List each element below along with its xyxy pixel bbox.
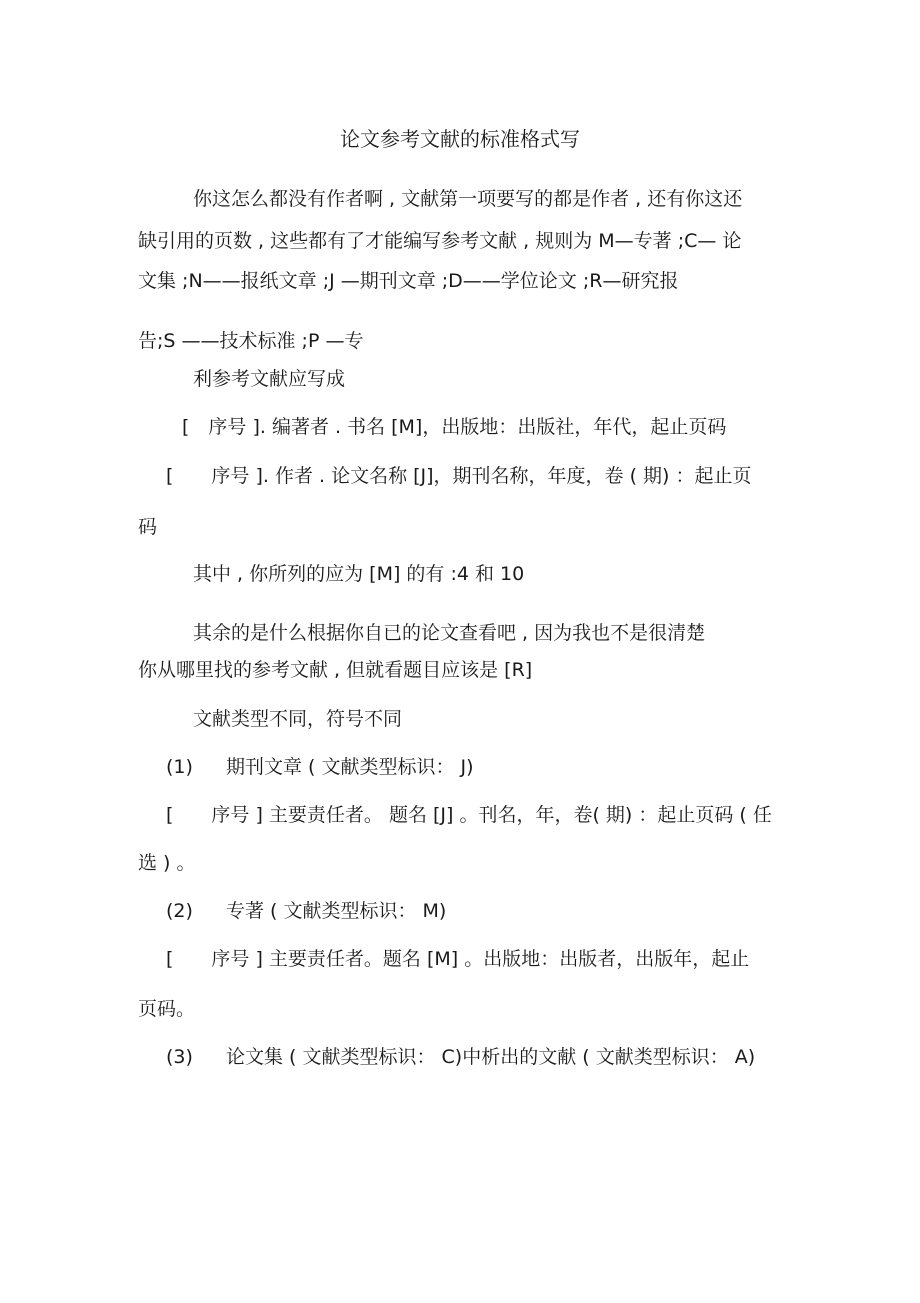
paragraph-line: 其中 , 你所列的应为 [M] 的有 :4 和 10 [193,563,525,585]
reference-format-line: [ 序号 ]. 编著者 . 书名 [M]，出版地：出版社，年代，起止页码 [182,416,727,438]
reference-format-line: 页码。 [138,998,196,1020]
paragraph-line: 你这怎么都没有作者啊 , 文献第一项要写的都是作者 , 还有你这还 [193,188,743,210]
reference-format-line: 码 [138,516,158,538]
list-item [166,1044,798,1070]
document-title: 论文参考文献的标准格式写 [340,127,580,151]
list-item-text: 专著 ( 文献类型标识： M) [226,900,447,922]
paragraph-line: 你从哪里找的参考文献 , 但就看题目应该是 [R] [138,659,533,681]
paragraph-line: 其余的是什么根据你自已的论文查看吧 , 因为我也不是很清楚 [193,622,706,644]
list-item-text: 论文集 ( 文献类型标识： C)中析出的文献 ( 文献类型标识： A) [226,1046,756,1068]
list-item [166,898,798,924]
paragraph-line: 文献类型不同，符号不同 [193,708,403,730]
reference-format-line: [ 序号 ] 主要责任者。题名 [M] 。出版地：出版者，出版年，起止 [166,948,750,970]
list-number: (1) [166,756,193,778]
list-item-text: 期刊文章 ( 文献类型标识： J) [226,756,474,778]
reference-format-line: [ 序号 ]. 作者 . 论文名称 [J]，期刊名称，年度，卷 ( 期) ：起止页 [166,465,752,487]
paragraph-line: 缺引用的页数 , 这些都有了才能编写参考文献 , 规则为 M—专著 ;C— 论 [138,230,742,252]
paragraph-line: 告;S ——技术标准 ;P —专 [138,330,364,352]
paragraph-line: 利参考文献应写成 [193,368,346,390]
paragraph-line: 文集 ;N——报纸文章 ;J —期刊文章 ;D——学位论文 ;R—研究报 [138,270,679,292]
reference-format-line: 选 ) 。 [138,852,196,874]
list-number: (3) [166,1046,193,1068]
reference-format-line: [ 序号 ] 主要责任者。 题名 [J] 。刊名，年，卷( 期) ：起止页码 ( 任 [166,804,772,826]
list-item [166,754,798,780]
list-number: (2) [166,900,193,922]
